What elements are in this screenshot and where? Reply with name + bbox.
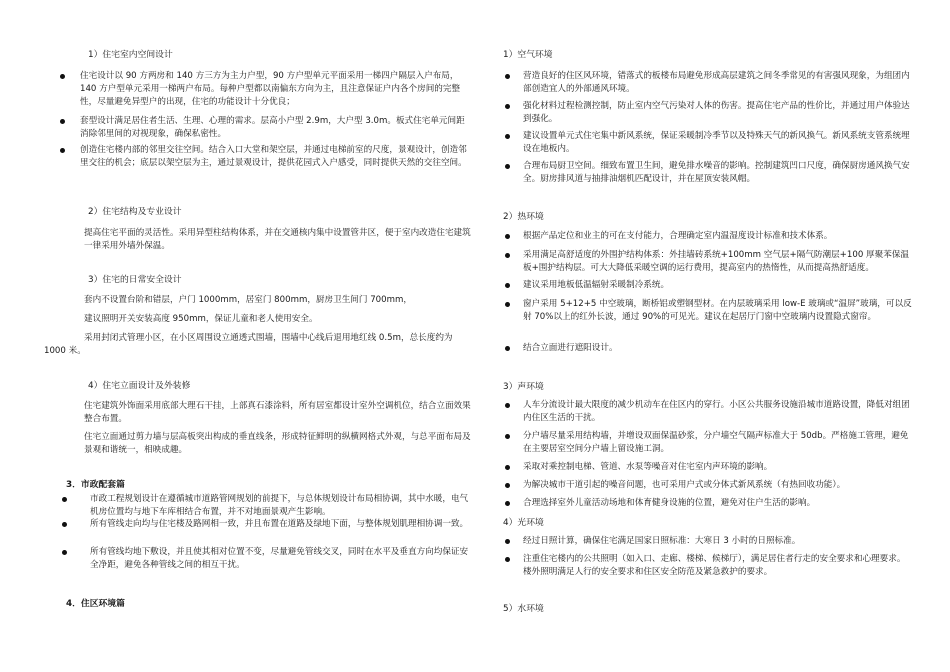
bullet-icon	[505, 483, 510, 488]
bullet-item: 建议设置单元式住宅集中新风系统，保证采暖制冷季节以及特殊天气的新风换气。新风系统支管系统埋设在地板内。	[505, 130, 913, 156]
bullet-item: 窗户采用 5+12+5 中空玻璃，断桥铝或塑钢型材。在内层玻璃采用 low-E 玻璃或“温屏”玻璃，可以反射 70%以上的红外长波，通过 90%的可见光。建议在起居厅门窗中空玻璃内设置隐式窗帘。	[505, 298, 913, 324]
bullet-icon	[505, 253, 510, 258]
bullet-icon	[505, 465, 510, 470]
paragraph: 建议照明开关安装高度 950mm，保证儿童和老人使用安全。	[84, 314, 318, 324]
bullet-icon	[60, 148, 65, 153]
paragraph: 住宅建筑外饰面采用底部大理石干挂，上部真石漆涂料，所有居室都设计室外空调机位，结合立面效果整合布置。	[84, 401, 471, 424]
heading-interior-space: 1）住宅室内空间设计	[88, 50, 173, 60]
heading-water: 5）水环境	[503, 604, 544, 614]
bullet-icon	[60, 74, 65, 79]
paragraph: 住宅立面通过剪力墙与层高板突出构成的垂直线条，形成特征鲜明的纵横网格式外观，与总平面布局及景观和谐统一，相映成趣。	[84, 432, 471, 455]
bullet-icon	[505, 302, 510, 307]
bullet-item: 创造住宅楼内部的邻里交往空间。结合入口大堂和架空层，并通过电梯前室的尺度，景观设计，创造邻里交往的机会；底层以架空层为主，通过景观设计，提供花园式入户感受，同时提供天然的交往空间。	[60, 144, 472, 170]
heading-acoustic: 3）声环境	[503, 382, 544, 392]
bullet-item: 所有管线走向均与住宅楼及路网相一致，并且布置在道路及绿地下面，与整体规划肌理相协调一致。	[62, 518, 472, 531]
paragraph: 套内不设置台阶和错层，户门 1000mm，居室门 800mm，厨房卫生间门 700mm，	[84, 295, 412, 305]
bullet-item: 市政工程规划设计在遵循城市道路管网规划的前提下，与总体规划设计布局相协调，其中水暖，电气机房位置均与地下车库相结合布置，并不对地面景观产生影响。	[62, 493, 472, 519]
paragraph: 提高住宅平面的灵活性。采用异型柱结构体系，并在交通核内集中设置管井区，便于室内改造住宅建筑一律采用外墙外保温。	[84, 228, 471, 251]
heading-lighting: 4）光环境	[503, 518, 544, 528]
bullet-icon	[505, 164, 510, 169]
bullet-item: 采取对乘控制电梯、管道、水泵等噪音对住宅室内声环境的影响。	[505, 461, 913, 474]
bullet-item: 套型设计满足居住者生活、生理、心理的需求。层高小户型 2.9m，大户型 3.0m。板式住宅单元间距消除邻里间的对视现象，确保私密性。	[60, 115, 472, 141]
bullet-item: 合理选择室外儿童活动场地和体育健身设施的位置，避免对住户生活的影响。	[505, 497, 913, 510]
bullet-item: 营造良好的住区风环境，错落式的板楼布局避免形成高层建筑之间冬季常见的有害强风现象，为组团内部创造宜人的外部通风环境。	[505, 70, 913, 96]
bullet-icon	[505, 557, 510, 562]
bullet-icon	[505, 134, 510, 139]
bullet-icon	[505, 234, 510, 239]
bullet-item: 人车分流设计最大限度的减少机动车在住区内的穿行。小区公共服务设施沿城市道路设置，降低对组团内住区生活的干扰。	[505, 399, 913, 425]
bullet-item: 分户墙尽量采用结构墙，并增设双面保温砂浆，分户墙空气隔声标准大于 50db。严格施工管理，避免在主要居室空间分户墙上留设施工洞。	[505, 430, 913, 456]
bullet-icon	[62, 550, 67, 555]
heading-thermal: 2）热环境	[503, 212, 544, 222]
bullet-icon	[505, 104, 510, 109]
bullet-icon	[505, 539, 510, 544]
heading-structure: 2）住宅结构及专业设计	[88, 207, 182, 217]
bullet-icon	[62, 522, 67, 527]
heading-facade: 4）住宅立面设计及外装修	[88, 381, 191, 391]
bullet-icon	[505, 403, 510, 408]
bullet-icon	[60, 119, 65, 124]
paragraph: 采用封闭式管理小区，在小区周围设立通透式围墙，围墙中心线后退用地红线 0.5m，总长度约为 1000 米。	[44, 333, 453, 356]
bullet-icon	[505, 501, 510, 506]
bullet-item: 采用满足高舒适度的外围护结构体系：外挂墙砖系统+100mm 空气层+隔气防潮层+100 厚聚苯保温板+围护结构层。可大大降低采暖空调的运行费用，提高室内的热惰性，从而提高热舒适度。	[505, 249, 913, 275]
heading-municipal: 3．市政配套篇	[66, 480, 125, 490]
bullet-item: 所有管线均地下敷设，并且使其相对位置不变，尽量避免管线交叉，同时在水平及垂直方向均保证安全净距，避免各种管线之间的相互干扰。	[62, 546, 472, 572]
bullet-item: 为解决城市干道引起的噪音问题，也可采用户式或分体式新风系统（有热回收功能）。	[505, 479, 913, 492]
bullet-icon	[505, 74, 510, 79]
bullet-icon	[505, 434, 510, 439]
bullet-item: 住宅设计以 90 方两房和 140 方三方为主力户型，90 方户型单元平面采用一梯四户隔层入户布局，140 方户型单元采用一梯两户布局。每种户型都以南偏东方向为主，且注意保证户内各个房间的完整性，尽量避免异型户的出现，住宅的功能设计十分优良；	[60, 70, 472, 109]
bullet-item: 注重住宅楼内的公共照明（如入口、走廊、楼梯、候梯厅），满足居住者行走的安全要求和心理要求。楼外照明满足人行的安全要求和住区安全防范及紧急救护的要求。	[505, 553, 913, 579]
bullet-item: 合理布局厨卫空间。细致布置卫生间，避免排水噪音的影响。控制建筑凹口尺度，确保厨房通风换气安全。厨房排风道与抽排油烟机匹配设计，并在屋顶安装风帽。	[505, 160, 913, 186]
heading-environment: 4．住区环境篇	[66, 599, 125, 609]
heading-air: 1）空气环境	[503, 50, 553, 60]
bullet-item: 经过日照计算，确保住宅满足国家日照标准：大寒日 3 小时的日照标准。	[505, 535, 913, 548]
bullet-item: 根据产品定位和业主的可在支付能力，合理确定室内温湿度设计标准和技术体系。	[505, 230, 913, 243]
bullet-icon	[505, 283, 510, 288]
heading-safety: 3）住宅的日常安全设计	[88, 275, 182, 285]
bullet-icon	[62, 497, 67, 502]
bullet-item: 建议采用地板低温辐射采暖制冷系统。	[505, 279, 913, 292]
bullet-item: 结合立面进行遮阳设计。	[505, 342, 913, 355]
bullet-item: 强化材料过程检测控制，防止室内空气污染对人体的伤害。提高住宅产品的性价比，并通过用户体验达到强化。	[505, 100, 913, 126]
bullet-icon	[505, 346, 510, 351]
